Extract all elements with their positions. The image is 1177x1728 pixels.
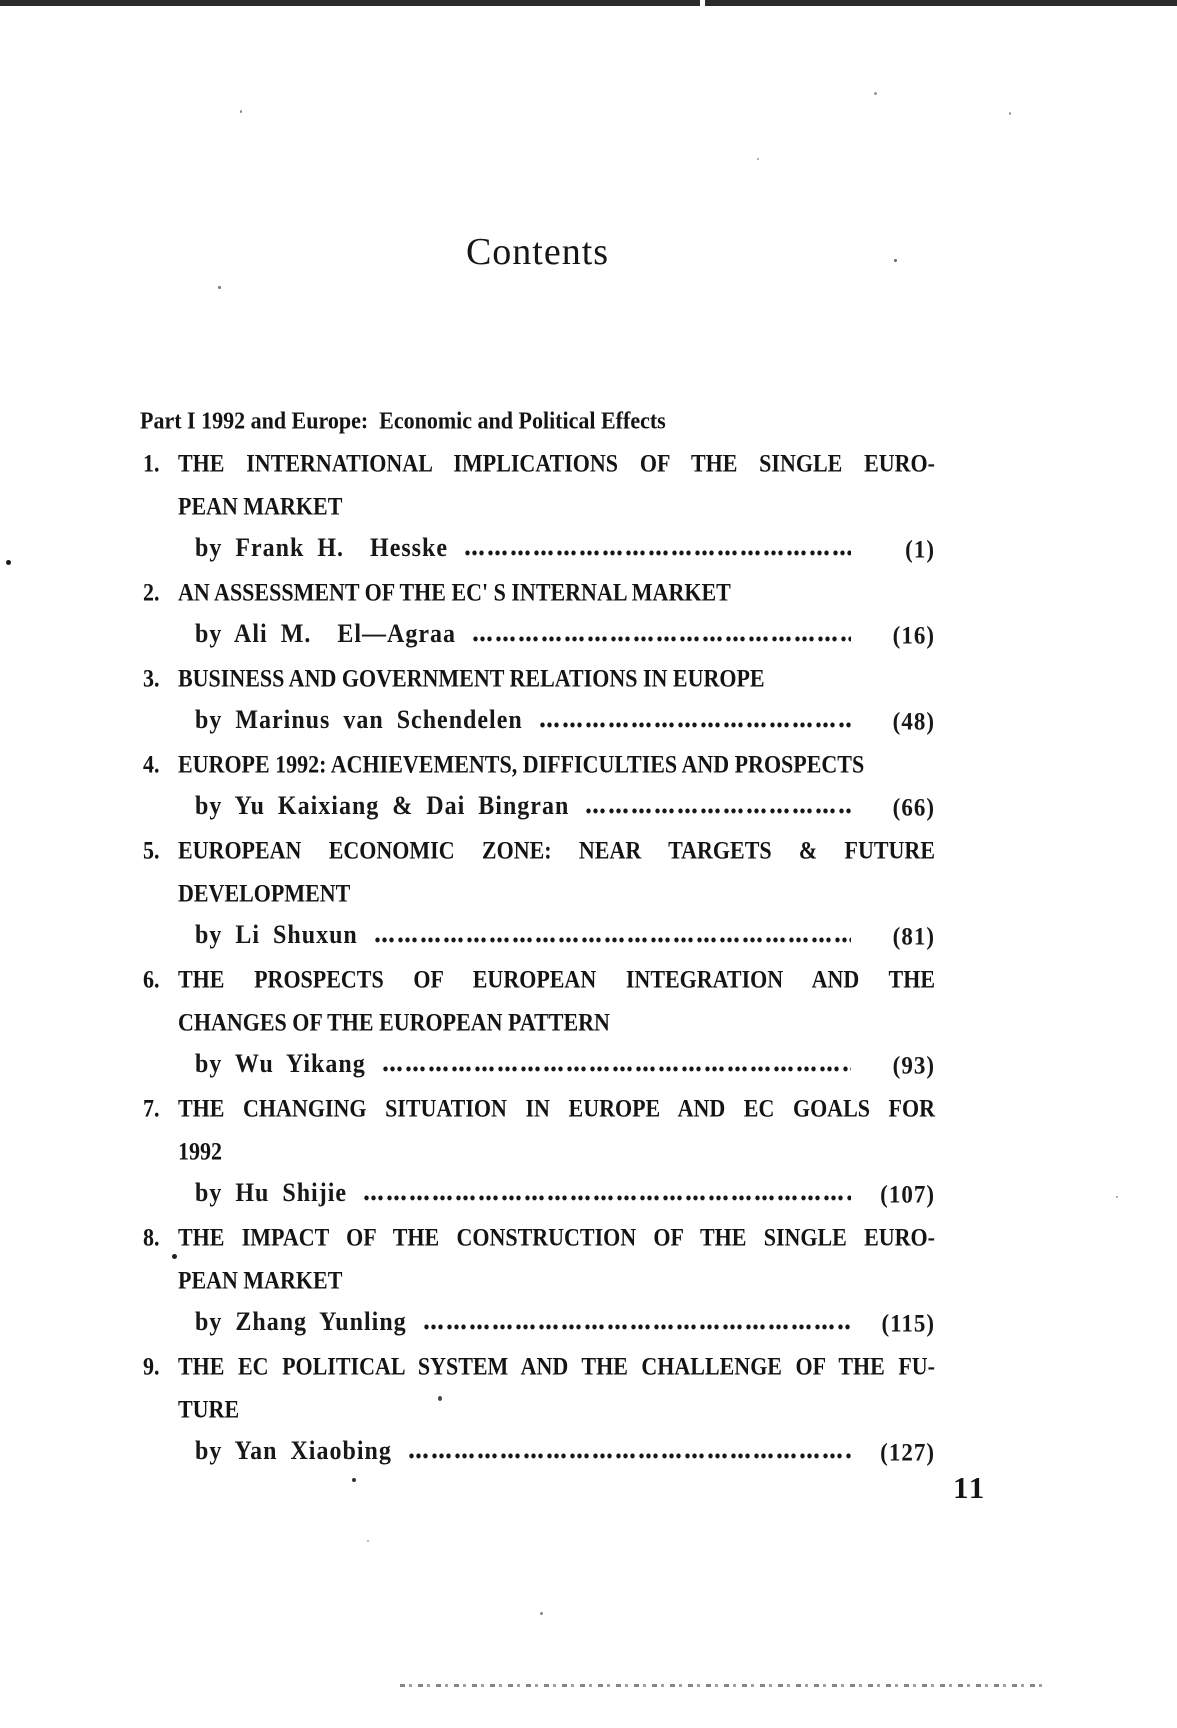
- entry-title-line: [140, 568, 935, 617]
- scan-speck: [240, 110, 242, 113]
- entry-author-line: [140, 912, 935, 959]
- scan-speck: [894, 259, 897, 262]
- toc-entry: [140, 571, 935, 657]
- entry-author: by Zhang Yunling: [195, 1308, 407, 1337]
- scan-speck: [874, 92, 877, 95]
- entry-title-text: EUROPE 1992: ACHIEVEMENTS, DIFFICULTIES AND PROSPECTS: [178, 749, 865, 779]
- page-title: Contents: [465, 231, 610, 273]
- scan-noise-line: [400, 1684, 1045, 1687]
- entry-title-text: DEVELOPMENT: [178, 878, 351, 908]
- entry-title-line: [140, 1213, 935, 1262]
- toc-entry: [140, 958, 935, 1087]
- dot-leader: [382, 1065, 851, 1074]
- toc-entry: [140, 1087, 935, 1216]
- entry-title-line: [140, 1385, 935, 1434]
- entry-title-line: [140, 740, 935, 789]
- toc-entries: [140, 442, 935, 1474]
- toc-entry: [140, 1345, 935, 1474]
- entry-author-line: [140, 1170, 935, 1217]
- entry-number: 2.: [143, 577, 160, 607]
- entry-page-number: (81): [892, 921, 935, 950]
- entry-author-line: [140, 611, 935, 658]
- scan-speck: [1009, 112, 1011, 115]
- entry-title-line: [140, 654, 935, 703]
- entry-title-line: [140, 869, 935, 918]
- scan-speck: [352, 1478, 356, 1482]
- toc-entry: [140, 442, 935, 571]
- part-heading: Part I 1992 and Europe: Economic and Political Effects: [140, 405, 666, 434]
- toc-entry: [140, 829, 935, 958]
- scan-speck: [6, 560, 11, 565]
- entry-title-text: THE PROSPECTS OF EUROPEAN INTEGRATION AND THE: [178, 964, 935, 994]
- entry-author: by Li Shuxun: [195, 921, 358, 950]
- entry-page-number: (66): [892, 792, 935, 821]
- entry-title-line: [140, 439, 935, 488]
- entry-title-text: 1992: [178, 1136, 222, 1166]
- entry-author: by Hu Shijie: [195, 1179, 348, 1208]
- entry-title-line: [140, 955, 935, 1004]
- scan-speck: [438, 1396, 442, 1401]
- entry-title-line: [140, 826, 935, 875]
- entry-title-line: [140, 998, 935, 1047]
- entry-title-line: [140, 1256, 935, 1305]
- scan-speck: [172, 1254, 177, 1259]
- toc-entry: [140, 1216, 935, 1345]
- entry-title-text: EUROPEAN ECONOMIC ZONE: NEAR TARGETS & FUTURE: [178, 835, 935, 865]
- entry-title-text: THE EC POLITICAL SYSTEM AND THE CHALLENGE OF THE FU-: [178, 1351, 935, 1381]
- entry-title-text: CHANGES OF THE EUROPEAN PATTERN: [178, 1007, 610, 1037]
- toc-entry: [140, 657, 935, 743]
- entry-author: by Yan Xiaobing: [195, 1437, 392, 1466]
- entry-author-line: [140, 1428, 935, 1475]
- entry-title-text: PEAN MARKET: [178, 491, 343, 521]
- entry-page-number: (93): [892, 1050, 935, 1079]
- entry-title-text: THE INTERNATIONAL IMPLICATIONS OF THE SINGLE EURO-: [178, 448, 935, 478]
- dot-leader: [472, 635, 851, 644]
- entry-number: 3.: [143, 663, 160, 693]
- entry-title-text: PEAN MARKET: [178, 1265, 343, 1295]
- entry-number: 4.: [143, 749, 160, 779]
- entry-author: by Frank H. Hesske: [195, 534, 449, 563]
- scan-speck: [757, 158, 759, 160]
- entry-number: 6.: [143, 964, 160, 994]
- scan-speck: [540, 1612, 543, 1615]
- dot-leader: [539, 721, 851, 730]
- entry-title-text: BUSINESS AND GOVERNMENT RELATIONS IN EUROPE: [178, 663, 765, 693]
- scan-speck: [218, 286, 221, 289]
- entry-page-number: (16): [892, 620, 935, 649]
- entry-author: by Yu Kaixiang & Dai Bingran: [195, 792, 570, 821]
- scan-edge-bar: [0, 0, 1177, 6]
- entry-author-line: [140, 783, 935, 830]
- entry-page-number: (115): [881, 1308, 935, 1337]
- entry-author-line: [140, 525, 935, 572]
- dot-leader: [408, 1452, 851, 1461]
- entry-author-line: [140, 1041, 935, 1088]
- entry-page-number: (127): [880, 1437, 935, 1466]
- entry-title-text: TURE: [178, 1394, 240, 1424]
- entry-title-text: AN ASSESSMENT OF THE EC' S INTERNAL MARKET: [178, 577, 731, 607]
- entry-title-text: THE IMPACT OF THE CONSTRUCTION OF THE SINGLE EURO-: [178, 1222, 935, 1252]
- dot-leader: [423, 1323, 851, 1332]
- dot-leader: [585, 807, 851, 816]
- dot-leader: [363, 1194, 851, 1203]
- entry-number: 1.: [143, 448, 160, 478]
- dot-leader: [374, 936, 851, 945]
- entry-title-line: [140, 1342, 935, 1391]
- scan-edge-bar-notch: [700, 0, 705, 6]
- scan-speck: [1116, 1196, 1118, 1198]
- entry-title-line: [140, 1084, 935, 1133]
- entry-title-line: [140, 482, 935, 531]
- table-of-contents: [140, 399, 935, 1474]
- entry-number: 5.: [143, 835, 160, 865]
- entry-title-line: [140, 1127, 935, 1176]
- page-number: 11: [953, 1470, 987, 1505]
- entry-page-number: (107): [880, 1179, 935, 1208]
- entry-author-line: [140, 697, 935, 744]
- entry-author: by Wu Yikang: [195, 1050, 366, 1079]
- entry-author: by Ali M. El—Agraa: [195, 620, 457, 649]
- scan-speck: [367, 1540, 369, 1542]
- entry-page-number: (48): [892, 706, 935, 735]
- entry-number: 9.: [143, 1351, 160, 1381]
- entry-author: by Marinus van Schendelen: [195, 706, 523, 735]
- entry-page-number: (1): [905, 534, 935, 563]
- entry-title-text: THE CHANGING SITUATION IN EUROPE AND EC GOALS FOR: [178, 1093, 935, 1123]
- entry-author-line: [140, 1299, 935, 1346]
- entry-number: 8.: [143, 1222, 160, 1252]
- toc-entry: [140, 743, 935, 829]
- entry-number: 7.: [143, 1093, 160, 1123]
- dot-leader: [464, 549, 851, 558]
